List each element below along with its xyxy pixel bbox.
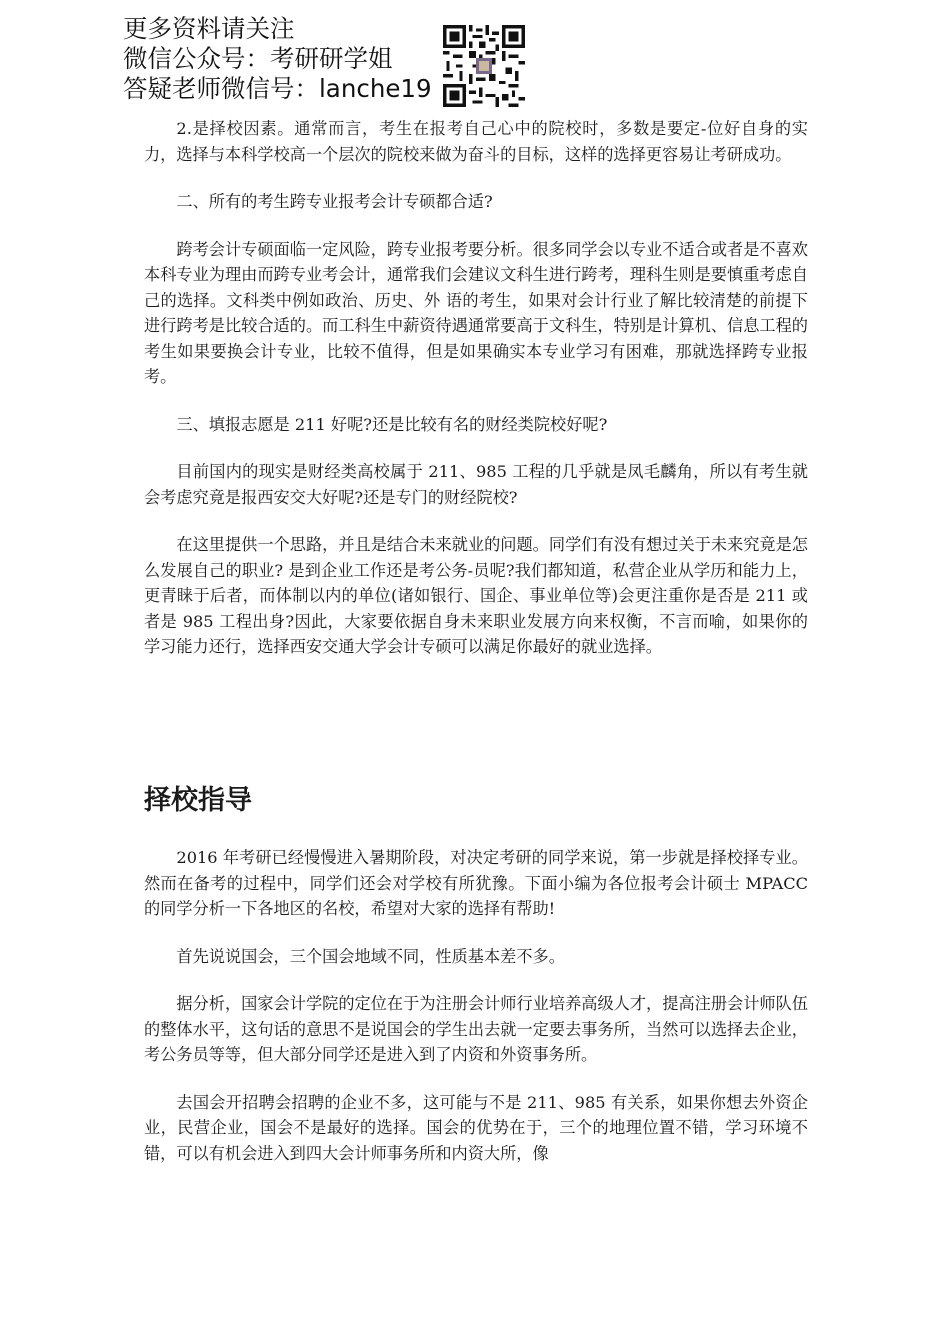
section-title: 择校指导 <box>144 785 252 816</box>
article-body-part1 <box>144 116 808 682</box>
paragraph: 跨考会计专硕面临一定风险，跨专业报考要分析。很多同学会以专业不适合或者是不喜欢本科专业为理由而跨专业考会计，通常我们会建议文科生进行跨考，理科生则是要慎重考虑自己的选择。文科类中例如政治、历史、外 语的考生，如果对会计行业了解比较清楚的前提下进行跨考是比较合适的。而工科生中薪资待遇通常要高于文科生，特别是计算机、信息工程的考生如果要换会计专业，比较不值得，但是如果确实本专业学习有困难，那就选择跨专业报考。 <box>144 239 808 386</box>
promo-header <box>123 14 443 104</box>
paragraph: 2016 年考研已经慢慢进入暑期阶段，对决定考研的同学来说，第一步就是择校择专业。然而在备考的过程中，同学们还会对学校有所犹豫。下面小编为各位报考会计硕士 MPACC 的同学分析一下各地区的名校，希望对大家的选择有帮助! <box>144 848 808 918</box>
paragraph: 目前国内的现实是财经类高校属于 211、985 工程的几乎就是凤毛麟角，所以有考生就会考虑究竟是报西安交大好呢?还是专门的财经院校? <box>144 462 808 507</box>
promo-line-1: 更多资料请关注 <box>123 14 295 43</box>
paragraph: 据分析，国家会计学院的定位在于为注册会计师行业培养高级人才，提高注册会计师队伍的整体水平，这句话的意思不是说国会的学生出去就一定要去事务所，当然可以选择去企业，考公务员等等，但大部分同学还是进入到了内资和外资事务所。 <box>144 994 808 1064</box>
subheading: 三、填报志愿是 211 好呢?还是比较有名的财经类院校好呢? <box>176 414 608 434</box>
qr-code-icon <box>443 25 525 107</box>
article-body-part2 <box>144 845 808 1188</box>
paragraph: 首先说说国会，三个国会地域不同，性质基本差不多。 <box>176 946 565 966</box>
subheading: 二、所有的考生跨专业报考会计专硕都合适? <box>176 192 493 211</box>
promo-line-2: 微信公众号：考研研学姐 <box>123 44 393 73</box>
promo-line-3: 答疑老师微信号：lanche19 <box>123 74 432 103</box>
paragraph: 去国会开招聘会招聘的企业不多，这可能与不是 211、985 有关系，如果你想去外资企业，民营企业，国会不是最好的选择。国会的优势在于，三个的地理位置不错，学习环境不错，可以有机会进入到四大会计师事务所和内资大所，像 <box>144 1092 808 1163</box>
paragraph: 在这里提供一个思路，并且是结合未来就业的问题。同学们有没有想过关于未来究竟是怎么发展自己的职业? 是到企业工作还是考公务-员呢?我们都知道，私营企业从学历和能力上，更青睐于后者，而体制以内的单位(诸如银行、国企、事业单位等)会更注重你是否是 211 或者是 985 工程出身?因此，大家要依据自身未来职业发展方向来权衡，不言而喻，如果你的学习能力还行，选择西安交通大学会计专硕可以满足你最好的就业选择。 <box>144 535 808 656</box>
paragraph: 2.是择校因素。通常而言，考生在报考自己心中的院校时，多数是要定-位好自身的实力，选择与本科学校高一个层次的院校来做为奋斗的目标，这样的选择更容易让考研成功。 <box>144 119 808 164</box>
